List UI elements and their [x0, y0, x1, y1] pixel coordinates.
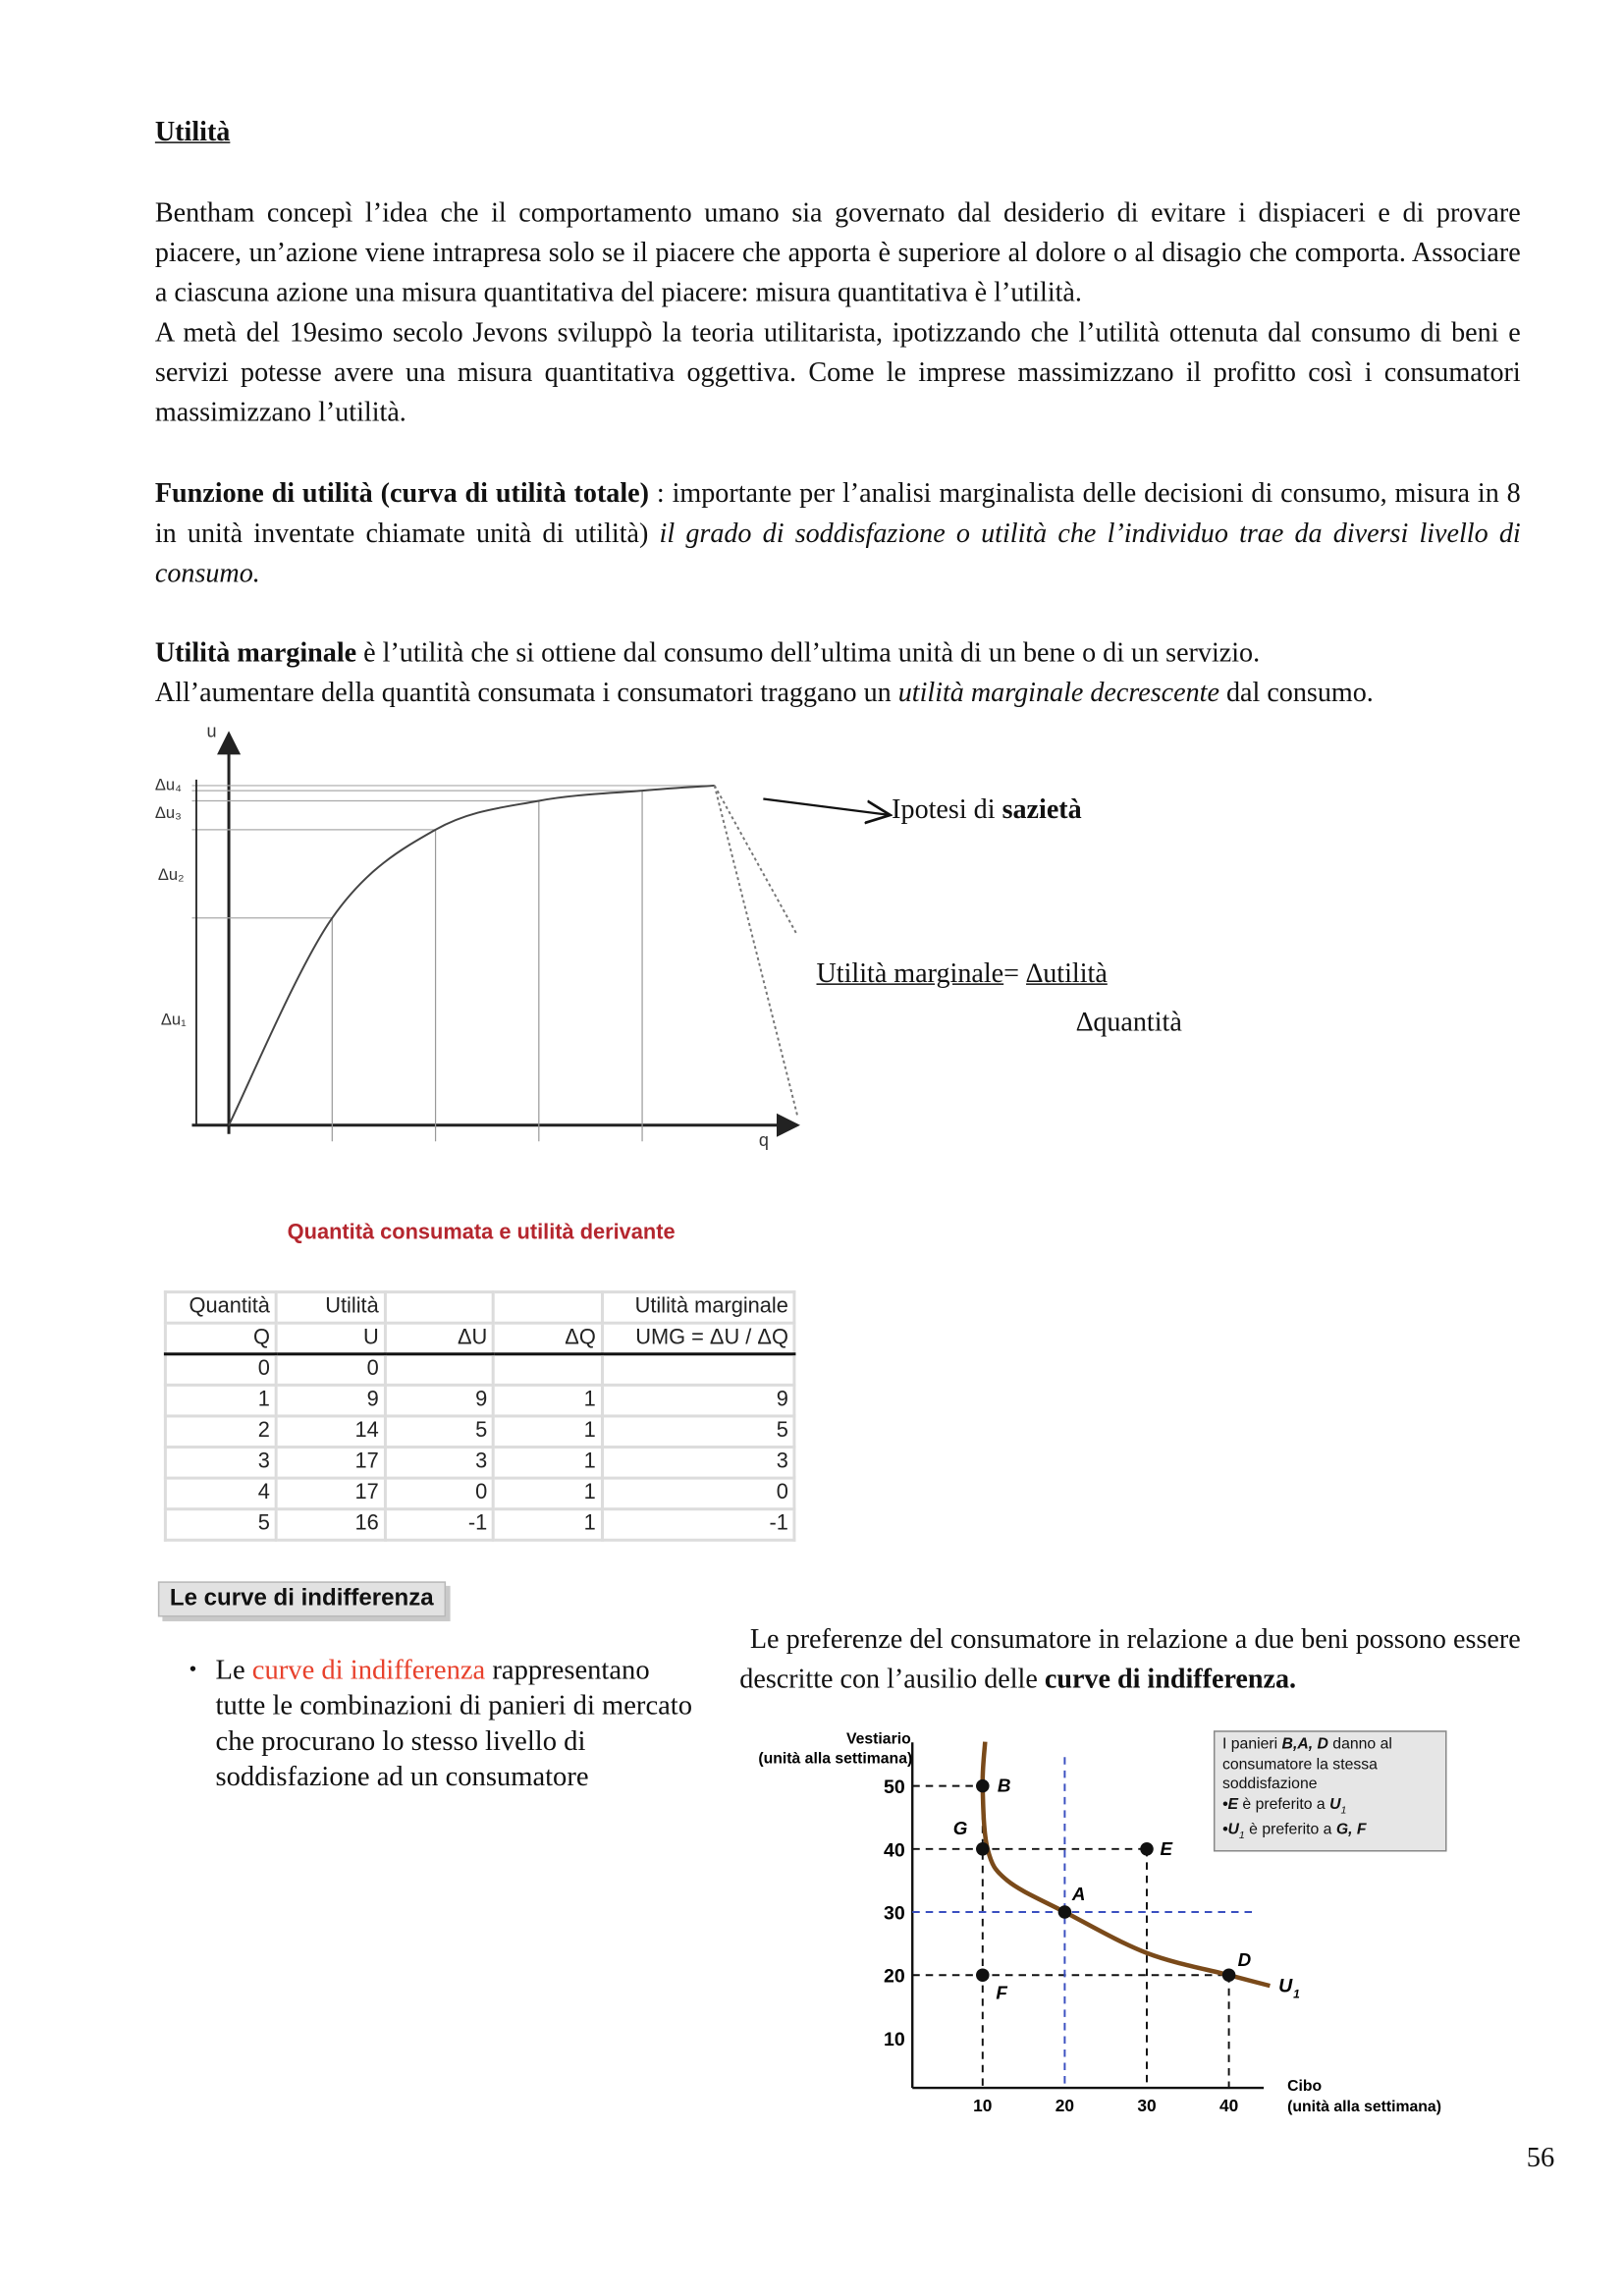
preferences-bold: curve di indifferenza. [1044, 1664, 1297, 1696]
y-axis-sublabel: (unità alla settimana) [758, 1750, 913, 1768]
bullet-highlight: curve di indifferenza [251, 1655, 486, 1687]
bullet-line4: soddisfazione ad un consumatore [215, 1761, 589, 1793]
x-tick-label: 20 [1055, 2096, 1075, 2116]
utility-table [164, 1290, 796, 1542]
formula-numerator: ∆utilità [1026, 957, 1108, 990]
x-tick-label: 40 [1218, 2096, 1239, 2116]
bullet-line1-post: rappresentano [485, 1655, 650, 1687]
indifference-section-heading: Le curve di indifferenza [158, 1581, 446, 1616]
preferences-text: Le preferenze del consumatore in relazione a due beni possono essere descritte con l’ausilio delle [739, 1623, 1521, 1696]
basket-point-E [1140, 1842, 1154, 1856]
indifference-legend-box [1214, 1730, 1447, 1851]
table-cell: 5 [385, 1416, 494, 1448]
intro-paragraph-jevons: A metà del 19esimo secolo Jevons sviluppò la teoria utilitarista, ipotizzando che l’utilità ottenuta dal consumo di beni e servizi potesse avere una misura quantitativa oggettiva. Come le imprese massimizzano il profitto così i consumatori massimizzano l’utilità. [154, 317, 1521, 429]
basket-label: A [1071, 1883, 1086, 1904]
bullet-line2: tutte le combinazioni di panieri di mercato [215, 1690, 693, 1722]
basket-point-G [976, 1842, 990, 1856]
section-title: Utilità [154, 116, 231, 148]
curve-label-subscript: 1 [1293, 1987, 1300, 2001]
table-cell: Q [165, 1323, 276, 1354]
table-cell: 1 [493, 1509, 602, 1541]
delta-u4-label: Δu₄ [154, 775, 182, 794]
basket-point-A [1058, 1905, 1072, 1919]
legend-text: danno al [1327, 1734, 1392, 1753]
table-cell: 9 [276, 1385, 385, 1416]
table-cell: -1 [385, 1509, 494, 1541]
table-cell: 0 [602, 1478, 794, 1509]
formula-denominator: ∆quantità [1076, 1007, 1182, 1039]
table-cell: 17 [276, 1448, 385, 1479]
table-cell: Quantità [165, 1292, 276, 1324]
table-row [165, 1509, 794, 1541]
table-cell: ΔQ [493, 1323, 602, 1354]
basket-point-F [976, 1968, 990, 1982]
table-cell: 9 [602, 1385, 794, 1416]
table-cell: U [276, 1323, 385, 1354]
table-cell: 5 [165, 1509, 276, 1541]
table-cell: 17 [276, 1478, 385, 1509]
table-cell: ΔU [385, 1323, 494, 1354]
y-axis-label: u [206, 721, 217, 741]
y-tick-label: 30 [883, 1902, 905, 1925]
x-tick-label: 10 [973, 2096, 993, 2116]
table-cell [493, 1292, 602, 1324]
table-cell: 0 [276, 1354, 385, 1386]
table-row [165, 1478, 794, 1509]
x-axis-label: q [758, 1129, 769, 1150]
satiation-label-bold: sazietà [1001, 793, 1082, 826]
table-cell: 1 [493, 1448, 602, 1479]
page-number: 56 [1526, 2142, 1555, 2174]
y-tick-label: 20 [883, 1965, 905, 1988]
table-cell [602, 1354, 794, 1386]
legend-text: •U [1221, 1821, 1239, 1839]
basket-point-D [1222, 1968, 1236, 1982]
legend-text: consumatore la stessa [1221, 1755, 1378, 1774]
basket-label: B [997, 1775, 1011, 1796]
marginal-utility-text: è l’utilità che si ottiene dal consumo dell’ultima unità di un bene o di un servizio. [356, 637, 1261, 670]
y-tick-label: 10 [883, 2028, 905, 2050]
satiation-branch [715, 786, 797, 1115]
table-cell [385, 1292, 494, 1324]
satiation-label-text: Ipotesi di [892, 793, 1002, 826]
basket-label: F [996, 1982, 1007, 2003]
table-cell: Utilità marginale [602, 1292, 794, 1324]
bullet-marker: • [189, 1658, 197, 1682]
table-cell: -1 [602, 1509, 794, 1541]
satiation-label [892, 794, 1082, 827]
formula-equals: = [1003, 957, 1027, 990]
legend-text: •E [1221, 1794, 1239, 1813]
table-cell: 3 [602, 1448, 794, 1479]
marginal-utility-formula [816, 958, 1107, 991]
intro-paragraph-bentham: Bentham concepì l’idea che il comportamento umano sia governato dal desiderio di evitare i dispiaceri e di provare piacere, un’azione viene intrapresa solo se il piacere che apporta è superiore al dolore o al disagio che comporta. Associare a ciascuna azione una misura quantitativa del piacere: misura quantitativa è l’utilità. [154, 197, 1521, 309]
table-row [165, 1385, 794, 1416]
table-cell: 3 [385, 1448, 494, 1479]
legend-text: U [1329, 1794, 1341, 1813]
indifference-bullet [189, 1654, 692, 1795]
preferences-paragraph [739, 1619, 1520, 1699]
table-cell: Utilità [276, 1292, 385, 1324]
legend-text: I panieri [1221, 1734, 1282, 1753]
legend-text: 1 [1340, 1805, 1347, 1816]
table-cell: 2 [165, 1416, 276, 1448]
legend-text: G, F [1335, 1821, 1367, 1839]
table-cell: 0 [165, 1354, 276, 1386]
basket-label: E [1160, 1837, 1173, 1859]
table-cell: 16 [276, 1509, 385, 1541]
x-tick-label: 30 [1137, 2096, 1157, 2116]
table-cell: 1 [493, 1385, 602, 1416]
table-cell: 9 [385, 1385, 494, 1416]
table-cell: 4 [165, 1478, 276, 1509]
table-title: Quantità consumata e utilità derivante [287, 1221, 676, 1245]
curve-label: U [1278, 1975, 1293, 1997]
utility-function-text: : importante per l’analisi marginalista delle decisioni di consumo, misura in 8 in unità inventate chiamate unità di utilità) [154, 478, 1521, 550]
satiation-branch [715, 786, 797, 935]
total-utility-chart [155, 721, 891, 1149]
y-axis-label: Vestiario [845, 1730, 911, 1748]
legend-text: soddisfazione [1221, 1775, 1318, 1793]
x-axis-sublabel: (unità alla settimana) [1287, 2099, 1441, 2116]
table-cell: 0 [385, 1478, 494, 1509]
bullet-line3: che procurano lo stesso livello di [215, 1725, 586, 1758]
x-axis-label: Cibo [1287, 2078, 1323, 2096]
table-header-row [165, 1323, 794, 1354]
marginal-utility-text-3: dal consumo. [1218, 678, 1374, 709]
basket-label: D [1237, 1949, 1252, 1971]
table-cell: 1 [493, 1478, 602, 1509]
table-row [165, 1448, 794, 1479]
bullet-line1-pre: Le [215, 1655, 252, 1687]
table-cell: 14 [276, 1416, 385, 1448]
legend-text: 1 [1238, 1831, 1245, 1842]
table-cell [385, 1354, 494, 1386]
delta-u1-label: Δu₁ [160, 1010, 187, 1029]
legend-text: è preferito a [1244, 1821, 1336, 1839]
marginal-utility-text-2: All’aumentare della quantità consumata i consumatori traggano un [154, 678, 898, 709]
satiation-arrow [763, 798, 890, 815]
delta-u3-label: Δu₃ [154, 802, 182, 822]
y-tick-label: 40 [883, 1839, 905, 1862]
decreasing-marginal-utility: utilità marginale decrescente [897, 678, 1219, 709]
table-cell: 1 [493, 1416, 602, 1448]
table-cell [493, 1354, 602, 1386]
table-row [165, 1416, 794, 1448]
table-cell: 1 [165, 1385, 276, 1416]
legend-text: è preferito a [1238, 1794, 1330, 1813]
table-cell: 3 [165, 1448, 276, 1479]
y-tick-label: 50 [883, 1777, 905, 1799]
marginal-utility-term: Utilità marginale [154, 637, 357, 670]
legend-baskets: B,A, D [1281, 1734, 1328, 1753]
table-header-row [165, 1292, 794, 1324]
utility-function-term: Funzione di utilità (curva di utilità totale) [154, 478, 649, 510]
utility-function-definition: il grado di soddisfazione o utilità che l’individuo trae da diversi livello di consumo. [154, 518, 1521, 589]
table-cell: UMG = ΔU / ΔQ [602, 1323, 794, 1354]
formula-lhs: Utilità marginale [816, 957, 1004, 990]
delta-u2-label: Δu₂ [157, 865, 185, 885]
table-row [165, 1354, 794, 1386]
basket-point-B [976, 1779, 990, 1793]
table-cell: 5 [602, 1416, 794, 1448]
basket-label: G [952, 1817, 968, 1838]
